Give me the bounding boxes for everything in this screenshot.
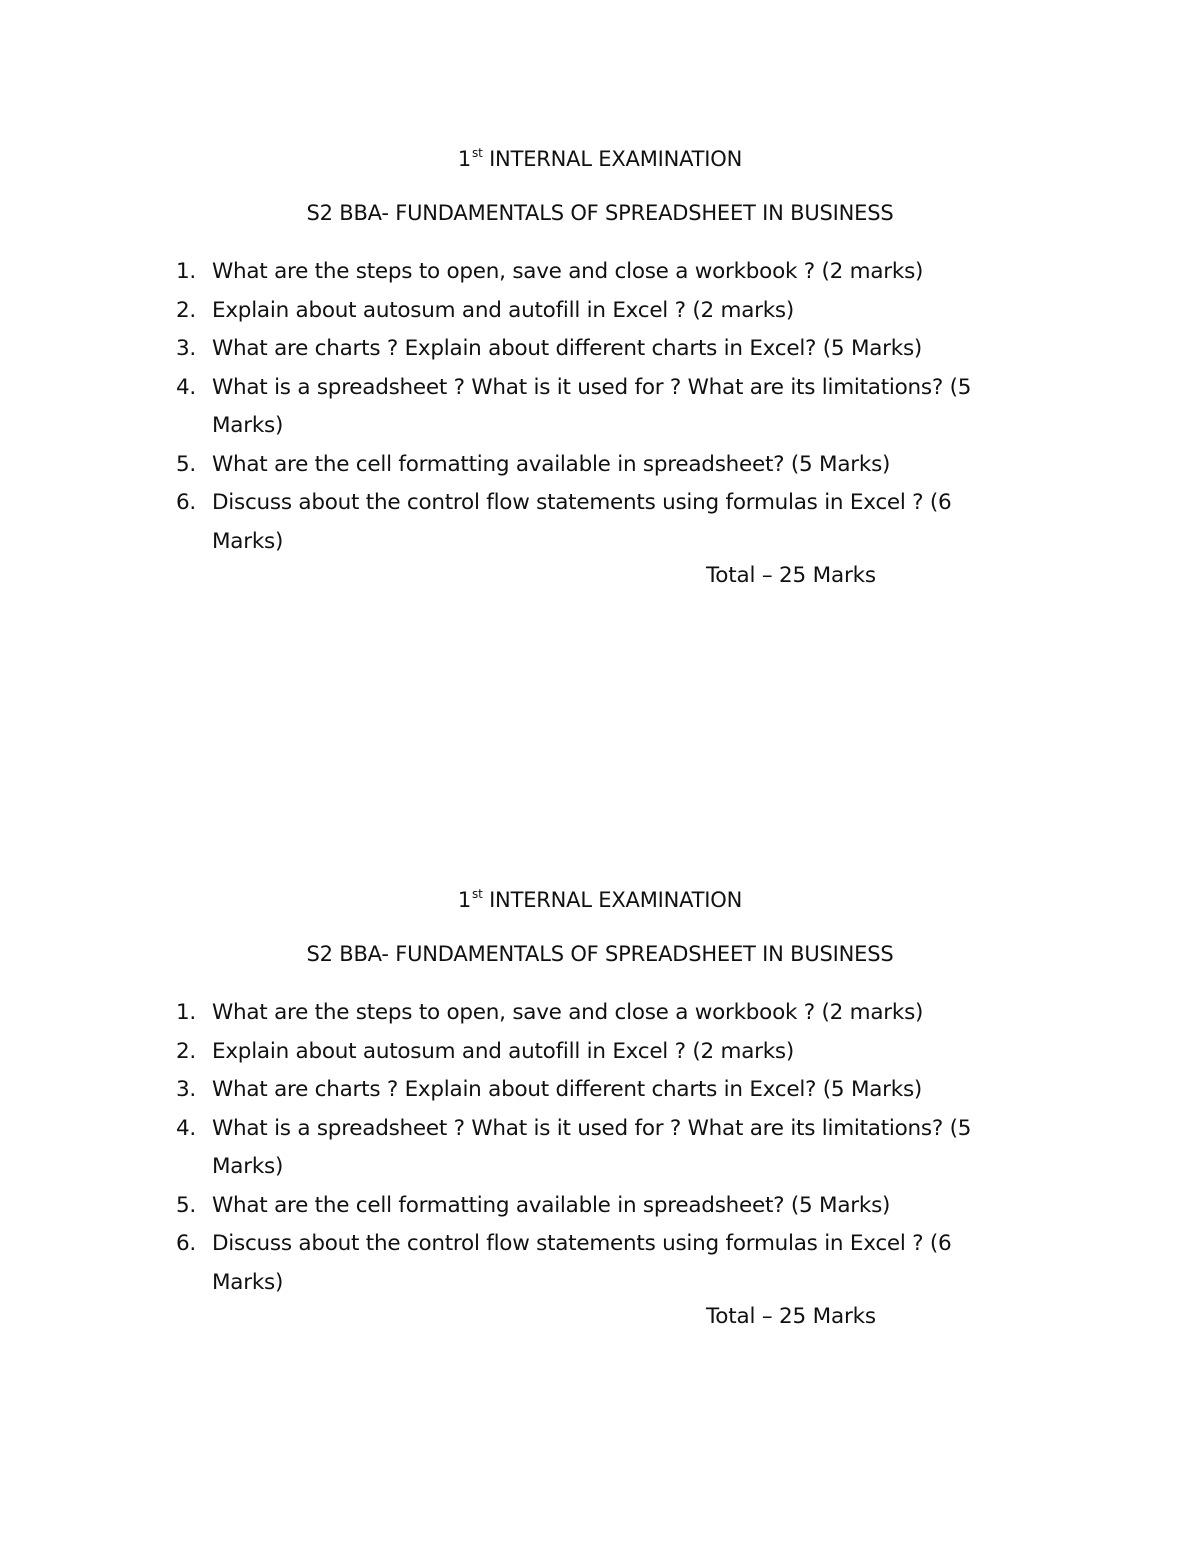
question-number: 4. — [176, 1115, 197, 1141]
question-text: Discuss about the control flow statements using formulas in Excel ? (6 Marks) — [212, 490, 952, 554]
question-item — [176, 1033, 1026, 1072]
question-item — [176, 484, 1026, 561]
question-text: What is a spreadsheet ? What is it used for ? What are its limitations? (5 Marks) — [212, 374, 972, 438]
question-item — [176, 446, 1026, 485]
question-text: What are charts ? Explain about different charts in Excel? (5 Marks) — [212, 1077, 923, 1102]
question-item — [176, 1187, 1026, 1226]
question-item — [176, 330, 1026, 369]
exam-subject: S2 BBA- FUNDAMENTALS OF SPREADSHEET IN BUSINESS — [306, 201, 894, 225]
question-number: 3. — [176, 1077, 197, 1102]
title-ordinal-number: 1 — [457, 888, 472, 912]
question-number: 5. — [176, 1192, 197, 1218]
question-text: What are the steps to open, save and close a workbook ? (2 marks) — [212, 1000, 924, 1025]
question-item — [176, 1225, 1026, 1302]
question-item — [176, 1071, 1026, 1110]
total-marks: Total – 25 Marks — [706, 1304, 876, 1329]
question-number: 3. — [176, 336, 197, 361]
exam-title — [0, 144, 1200, 177]
question-text: What are the cell formatting available in spreadsheet? (5 Marks) — [212, 1192, 891, 1218]
question-text: Explain about autosum and autofill in Excel ? (2 marks) — [212, 297, 795, 323]
question-number: 5. — [176, 451, 197, 477]
question-text: What are the cell formatting available in spreadsheet? (5 Marks) — [212, 451, 891, 477]
exam-copy-2 — [0, 741, 1200, 1329]
question-text: What are the steps to open, save and close a workbook ? (2 marks) — [212, 259, 924, 284]
question-number: 6. — [176, 490, 197, 515]
question-number: 6. — [176, 1231, 197, 1256]
question-item — [176, 369, 1026, 446]
exam-copy-1 — [0, 0, 1200, 588]
total-marks: Total – 25 Marks — [706, 563, 876, 588]
question-list — [176, 253, 1026, 561]
title-text: INTERNAL EXAMINATION — [489, 147, 743, 171]
exam-subject: S2 BBA- FUNDAMENTALS OF SPREADSHEET IN BUSINESS — [306, 942, 894, 966]
question-number: 1. — [176, 259, 197, 284]
question-item — [176, 253, 1026, 292]
question-number: 1. — [176, 1000, 197, 1025]
question-text: What are charts ? Explain about different charts in Excel? (5 Marks) — [212, 336, 923, 361]
title-ordinal-number: 1 — [457, 147, 472, 171]
title-ordinal-suffix: st — [472, 887, 483, 901]
question-number: 2. — [176, 297, 197, 323]
question-item — [176, 292, 1026, 331]
exam-title — [0, 885, 1200, 918]
question-number: 2. — [176, 1038, 197, 1064]
question-number: 4. — [176, 374, 197, 400]
question-text: What is a spreadsheet ? What is it used for ? What are its limitations? (5 Marks) — [212, 1115, 972, 1179]
question-list — [176, 994, 1026, 1302]
title-ordinal-suffix: st — [472, 146, 483, 160]
question-item — [176, 994, 1026, 1033]
question-item — [176, 1110, 1026, 1187]
question-text: Discuss about the control flow statements using formulas in Excel ? (6 Marks) — [212, 1231, 952, 1295]
question-text: Explain about autosum and autofill in Excel ? (2 marks) — [212, 1038, 795, 1064]
title-text: INTERNAL EXAMINATION — [489, 888, 743, 912]
